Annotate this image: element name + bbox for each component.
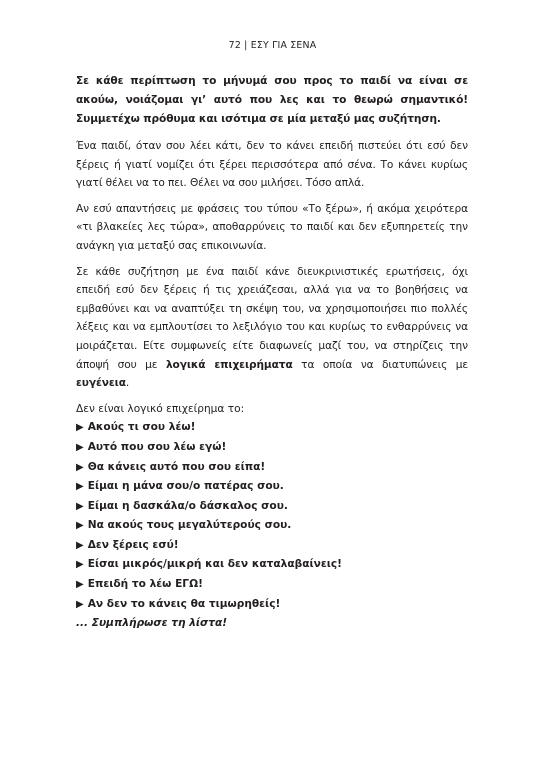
list-item-text: Δεν ξέρεις εσύ! (87, 538, 179, 551)
paragraph-3 (76, 263, 468, 393)
list-item (76, 595, 468, 615)
list-item-text: Είμαι η δασκάλα/ο δάσκαλος σου. (87, 499, 288, 512)
non-logical-arguments-list (76, 418, 468, 614)
paragraph-3-mid: τα οποία να διατυπώνεις με (292, 358, 469, 371)
triangle-bullet-icon: ▶ (76, 520, 84, 532)
list-item-text: Αν δεν το κάνεις θα τιμωρηθείς! (87, 597, 281, 610)
list-item-text: Επειδή το λέω ΕΓΩ! (87, 578, 203, 591)
list-item (76, 516, 468, 536)
list-item-text: Θα κάνεις αυτό που σου είπα! (87, 460, 266, 473)
list-item (76, 536, 468, 556)
list-item-text: Να ακούς τους μεγαλύτερούς σου. (87, 519, 292, 532)
triangle-bullet-icon: ▶ (76, 579, 84, 591)
list-item (76, 458, 468, 478)
page-header: 72 | ΕΣΥ ΓΙΑ ΣΕΝΑ (228, 40, 317, 51)
list-item (76, 555, 468, 575)
paragraph-1: Ένα παιδί, όταν σου λέει κάτι, δεν το κάνει επειδή πιστεύει ότι εσύ δεν ξέρεις ή γιατί νομίζει ότι ξέρει περισσότερα από σένα. Το κάνει κυρίως γιατί θέλει να το πει. Θέλει να σου μιλήσει. Τόσο απλά. (76, 140, 468, 190)
list-item-text: Ακούς τι σου λέω! (87, 421, 196, 434)
lead-paragraph: Σε κάθε περίπτωση το μήνυμά σου προς το παιδί να είναι σε ακούω, νοιάζομαι γι’ αυτό που λες και το θεωρώ σημαντικό! Συμμετέχω πρόθυμα και ισότιμα σε μία μεταξύ μας συζήτηση. (76, 75, 468, 125)
list-item (76, 497, 468, 517)
paragraph-3-text: Σε κάθε συζήτηση με ένα παιδί κάνε διευκρινιστικές ερωτήσεις, όχι επειδή εσύ δεν ξέρεις ή τις χρειάζεσαι, αλλά για να το βοηθήσεις να εμβαθύνει και να αναπτύξει τη σκέψη του, να χρησιμοποιήσει πιο πολλές λέξεις και να εμπλουτίσει το λεξιλόγιο του και κυρίως το ενθαρρύνεις να μοιράζεται. Είτε συμφωνείς είτε διαφωνείς μαζί του, να στηρίζεις την άποψή σου με (76, 265, 468, 371)
triangle-bullet-icon: ▶ (76, 539, 84, 551)
triangle-bullet-icon: ▶ (76, 461, 84, 473)
list-item (76, 438, 468, 458)
page-content (76, 72, 468, 633)
triangle-bullet-icon: ▶ (76, 559, 84, 571)
bold-logical-arguments: λογικά επιχειρήματα (165, 358, 293, 371)
list-item-text: Αυτό που σου λέω εγώ! (87, 440, 227, 453)
list-item (76, 418, 468, 438)
triangle-bullet-icon: ▶ (76, 598, 84, 610)
triangle-bullet-icon: ▶ (76, 500, 84, 512)
list-item (76, 477, 468, 497)
list-item-text: Είσαι μικρός/μικρή και δεν καταλαβαίνεις! (87, 558, 342, 571)
list-intro: Δεν είναι λογικό επιχείρημα το: (76, 402, 245, 415)
triangle-bullet-icon: ▶ (76, 441, 84, 453)
bold-politeness: ευγένεια (76, 377, 126, 390)
triangle-bullet-icon: ▶ (76, 422, 84, 434)
closing-line: ... Συμπλήρωσε τη λίστα! (76, 617, 228, 630)
list-item-text: Είμαι η μάνα σου/ο πατέρας σου. (87, 480, 284, 493)
triangle-bullet-icon: ▶ (76, 481, 84, 493)
list-item (76, 575, 468, 595)
paragraph-2: Αν εσύ απαντήσεις με φράσεις του τύπου «Το ξέρω», ή ακόμα χειρότερα «τι βλακείες λες τώρα», αποθαρρύνεις το παιδί και δεν εξυπηρετείς την ανάγκη για μεταξύ σας επικοινωνία. (76, 202, 468, 252)
paragraph-3-end: . (125, 377, 130, 390)
